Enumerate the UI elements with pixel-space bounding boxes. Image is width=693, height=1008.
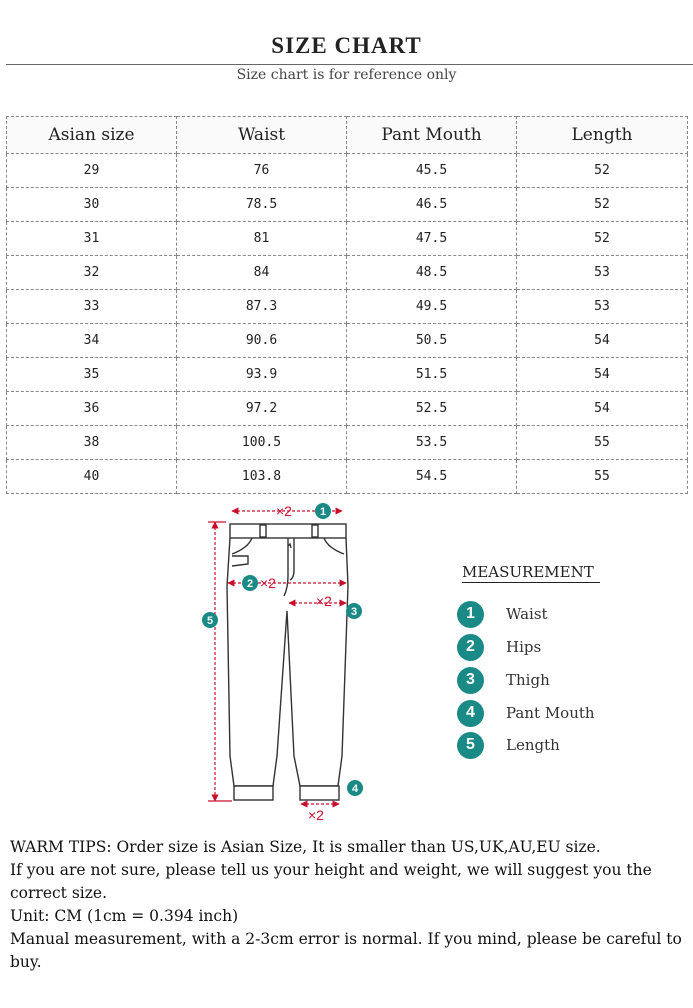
table-cell: 49.5 xyxy=(347,290,517,324)
legend-badge-1: 1 xyxy=(457,601,484,628)
table-cell: 32 xyxy=(7,256,177,290)
legend-item-waist xyxy=(457,600,548,628)
thigh-multiplier: ×2 xyxy=(316,593,332,609)
tips-line-suggest: If you are not sure, please tell us your height and weight, we will suggest you the correct size. xyxy=(10,861,652,902)
pants-diagram xyxy=(190,496,390,826)
legend-label-length: Length xyxy=(506,736,560,754)
table-cell: 53 xyxy=(517,290,688,324)
legend-title: MEASUREMENT xyxy=(462,562,600,583)
legend-label-hips: Hips xyxy=(506,638,542,656)
table-row xyxy=(7,256,688,290)
hips-multiplier: ×2 xyxy=(260,575,276,591)
table-cell: 35 xyxy=(7,358,177,392)
table-cell: 53 xyxy=(517,256,688,290)
marker-2-number: 2 xyxy=(246,578,254,590)
size-table xyxy=(6,116,688,494)
legend-label-waist: Waist xyxy=(506,605,548,623)
table-cell: 52 xyxy=(517,222,688,256)
legend-badge-5: 5 xyxy=(457,732,484,759)
legend-item-length xyxy=(457,731,560,759)
marker-4-number: 4 xyxy=(351,783,359,795)
table-cell: 54.5 xyxy=(347,460,517,494)
table-cell: 51.5 xyxy=(347,358,517,392)
table-cell: 52 xyxy=(517,188,688,222)
legend-badge-4: 4 xyxy=(457,700,484,727)
table-cell: 81 xyxy=(177,222,347,256)
table-row xyxy=(7,188,688,222)
tips-line-error: Manual measurement, with a 2-3cm error is normal. If you mind, please be careful to buy. xyxy=(10,930,682,971)
warm-tips xyxy=(10,836,686,974)
table-row xyxy=(7,154,688,188)
legend-label-pant-mouth: Pant Mouth xyxy=(506,704,595,722)
legend-item-hips xyxy=(457,633,541,661)
column-header-waist: Waist xyxy=(177,117,347,154)
marker-5-number: 5 xyxy=(206,615,214,627)
tips-line-asian-size: WARM TIPS: Order size is Asian Size, It is smaller than US,UK,AU,EU size. xyxy=(10,838,601,856)
table-cell: 100.5 xyxy=(177,426,347,460)
legend-label-thigh: Thigh xyxy=(506,671,550,689)
legend-item-pant-mouth xyxy=(457,699,595,727)
page-title: SIZE CHART xyxy=(271,33,422,58)
mouth-multiplier: ×2 xyxy=(308,807,324,823)
table-cell: 33 xyxy=(7,290,177,324)
table-cell: 30 xyxy=(7,188,177,222)
table-cell: 53.5 xyxy=(347,426,517,460)
legend-item-thigh xyxy=(457,666,550,694)
legend-badge-3: 3 xyxy=(457,667,484,694)
table-cell: 54 xyxy=(517,392,688,426)
table-cell: 97.2 xyxy=(177,392,347,426)
table-cell: 84 xyxy=(177,256,347,290)
table-row xyxy=(7,358,688,392)
table-cell: 103.8 xyxy=(177,460,347,494)
table-cell: 76 xyxy=(177,154,347,188)
table-cell: 78.5 xyxy=(177,188,347,222)
table-cell: 52 xyxy=(517,154,688,188)
table-cell: 47.5 xyxy=(347,222,517,256)
marker-1-number: 1 xyxy=(319,506,327,518)
table-cell: 46.5 xyxy=(347,188,517,222)
waist-multiplier: ×2 xyxy=(276,503,292,519)
table-cell: 52.5 xyxy=(347,392,517,426)
table-cell: 93.9 xyxy=(177,358,347,392)
table-cell: 54 xyxy=(517,358,688,392)
page-subtitle: Size chart is for reference only xyxy=(236,67,457,83)
legend-badge-2: 2 xyxy=(457,634,484,661)
column-header-length: Length xyxy=(517,117,688,154)
table-row xyxy=(7,426,688,460)
table-cell: 50.5 xyxy=(347,324,517,358)
table-cell: 45.5 xyxy=(347,154,517,188)
table-row xyxy=(7,222,688,256)
table-row xyxy=(7,392,688,426)
table-row xyxy=(7,460,688,494)
column-header-asian-size: Asian size xyxy=(7,117,177,154)
table-header-row xyxy=(7,117,688,154)
tips-line-unit: Unit: CM (1cm = 0.394 inch) xyxy=(10,907,239,925)
table-cell: 40 xyxy=(7,460,177,494)
table-cell: 36 xyxy=(7,392,177,426)
table-cell: 55 xyxy=(517,460,688,494)
title-divider xyxy=(6,64,693,65)
table-cell: 38 xyxy=(7,426,177,460)
table-cell: 54 xyxy=(517,324,688,358)
table-cell: 31 xyxy=(7,222,177,256)
table-cell: 34 xyxy=(7,324,177,358)
table-cell: 55 xyxy=(517,426,688,460)
table-cell: 48.5 xyxy=(347,256,517,290)
table-cell: 90.6 xyxy=(177,324,347,358)
table-cell: 29 xyxy=(7,154,177,188)
marker-3-number: 3 xyxy=(350,606,358,618)
pants-outline xyxy=(227,524,348,800)
table-cell: 87.3 xyxy=(177,290,347,324)
column-header-pant-mouth: Pant Mouth xyxy=(347,117,517,154)
table-row xyxy=(7,290,688,324)
table-row xyxy=(7,324,688,358)
